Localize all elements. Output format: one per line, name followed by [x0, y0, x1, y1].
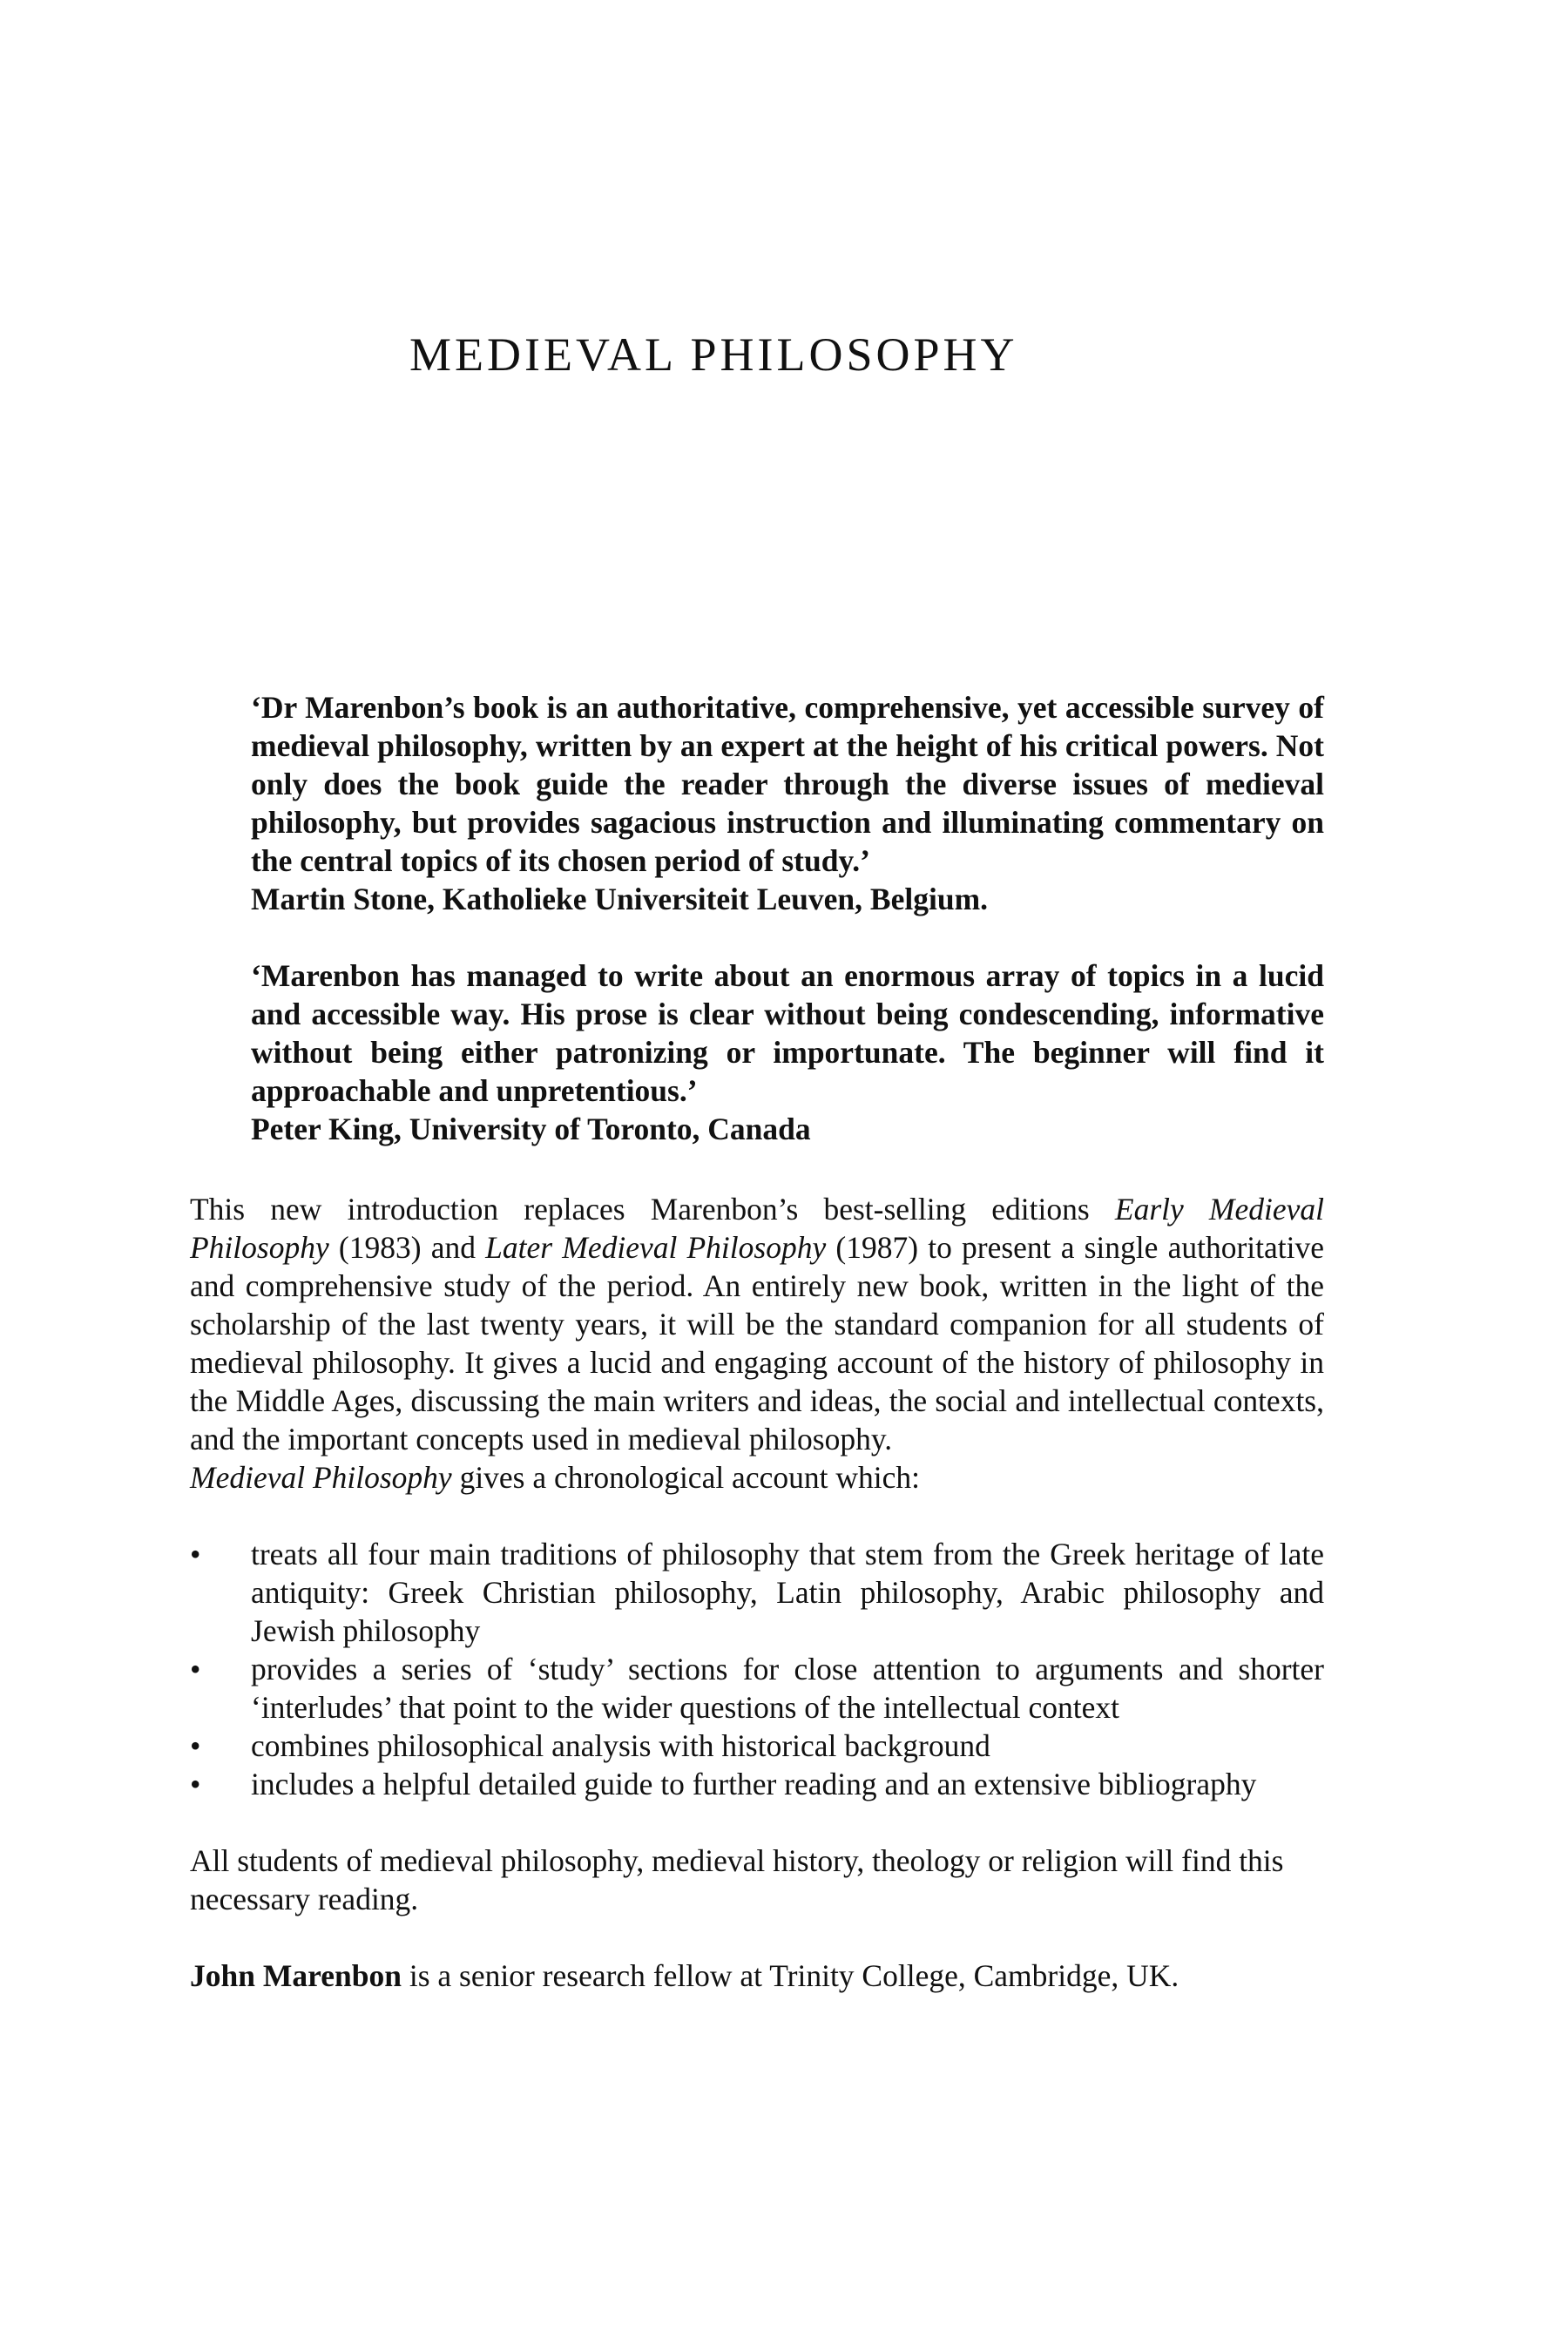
description-text: (1983) and	[328, 1230, 486, 1265]
list-item	[190, 1535, 1324, 1650]
feature-list	[190, 1535, 1324, 1803]
review-quote-attribution: Peter King, University of Toronto, Canada	[251, 1112, 811, 1146]
description-paragraph	[190, 1190, 1324, 1458]
author-name: John Marenbon	[190, 1958, 402, 1993]
list-item-text: includes a helpful detailed guide to further reading and an extensive bibliography	[251, 1767, 1257, 1801]
book-title-reference: Early Medieval Philosophy	[190, 1192, 1324, 1265]
list-lead-in	[190, 1458, 1324, 1497]
list-item	[190, 1727, 1324, 1765]
bullet-icon: •	[190, 1537, 201, 1571]
audience-statement: All students of medieval philosophy, medieval history, theology or religion will find this necessary reading.	[190, 1843, 1284, 1916]
review-quote	[251, 956, 1324, 1148]
review-quote	[251, 688, 1324, 918]
bullet-icon: •	[190, 1767, 201, 1801]
description-text: (1987) to present a single authoritative and comprehensive study of the period. An entirely new book, written in the light of the scholarship of the last twenty years, it will be the standard companion for all students of medieval philosophy. It gives a lucid and engaging account of the history of philosophy in the Middle Ages, discussing the main writers and ideas, the social and intellectual contexts, and the important concepts used in medieval philosophy.	[190, 1230, 1324, 1456]
bullet-icon: •	[190, 1728, 201, 1763]
book-title-reference: Medieval Philosophy	[190, 1460, 452, 1495]
book-title: MEDIEVAL PHILOSOPHY	[409, 328, 1018, 381]
review-quote-text: ‘Dr Marenbon’s book is an authoritative, comprehensive, yet accessible survey of medieval philosophy, written by an expert at the height of his critical powers. Not only does the book guide the reader through the diverse issues of medieval philosophy, but provides sagacious instruction and illuminating commentary on the central topics of its chosen period of study.’	[251, 690, 1324, 878]
list-item	[190, 1650, 1324, 1727]
author-bio-text: is a senior research fellow at Trinity College, Cambridge, UK.	[401, 1958, 1179, 1993]
list-item-text: treats all four main traditions of philosophy that stem from the Greek heritage of late antiquity: Greek Christian philosophy, Latin philosophy, Arabic philosophy and Jewish philosophy	[251, 1537, 1324, 1648]
paragraph-spacer	[190, 1918, 1324, 1957]
list-item-text: provides a series of ‘study’ sections for close attention to arguments and shorter ‘interludes’ that point to the wider questions of the intellectual context	[251, 1652, 1324, 1725]
review-quote-text: ‘Marenbon has managed to write about an enormous array of topics in a lucid and accessible way. His prose is clear without being condescending, informative without being either patronizing or importunate. The beginner will find it approachable and unpretentious.’	[251, 958, 1324, 1108]
description-text: This new introduction replaces Marenbon’s best-selling editions	[190, 1192, 1115, 1227]
book-description	[190, 1190, 1324, 1995]
list-item	[190, 1765, 1324, 1803]
list-item-text: combines philosophical analysis with historical background	[251, 1728, 990, 1763]
review-quotes	[251, 688, 1324, 1186]
review-quote-attribution: Martin Stone, Katholieke Universiteit Leuven, Belgium.	[251, 882, 989, 916]
bullet-icon: •	[190, 1652, 201, 1686]
author-bio	[190, 1957, 1324, 1995]
book-title-reference: Later Medieval Philosophy	[485, 1230, 827, 1265]
description-text: gives a chronological account which:	[451, 1460, 920, 1495]
